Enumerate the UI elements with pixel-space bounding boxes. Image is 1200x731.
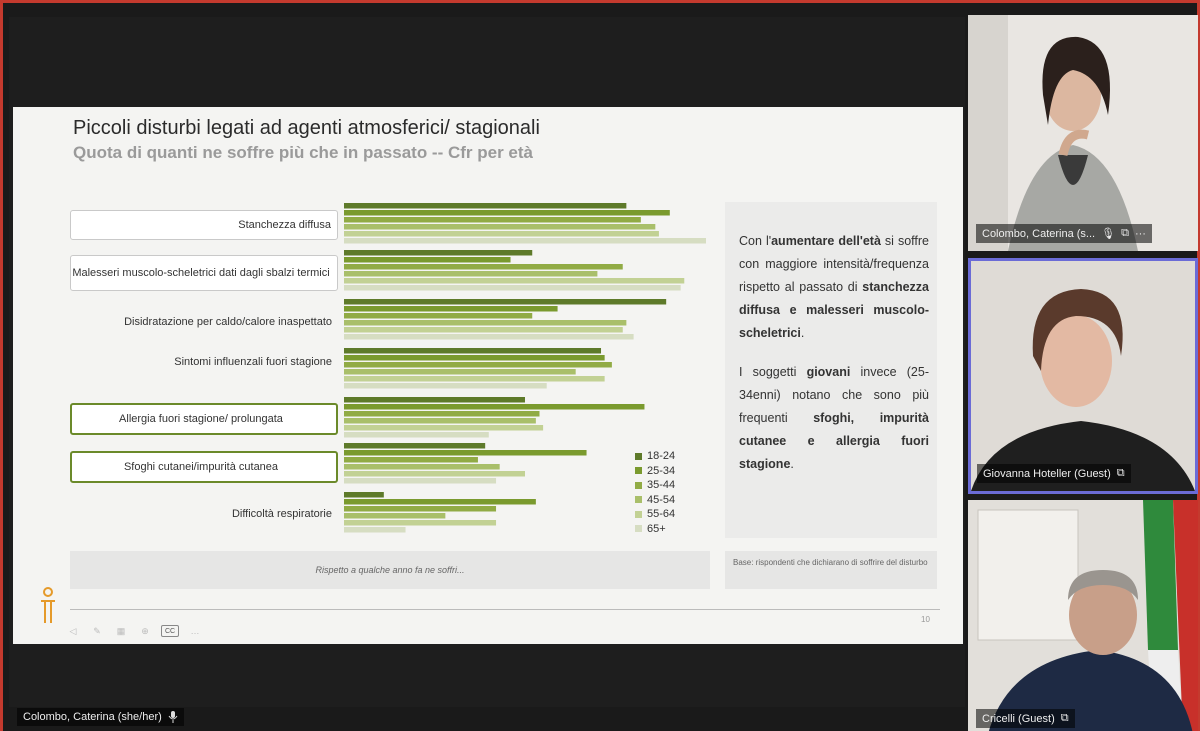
mic-icon bbox=[168, 711, 178, 723]
bar-0-18-24 bbox=[344, 203, 626, 209]
bar-4-55-64 bbox=[344, 425, 543, 431]
screen-share-icon: ⧉ bbox=[1060, 712, 1069, 724]
commentary-box bbox=[725, 202, 937, 538]
bar-1-65+ bbox=[344, 285, 681, 291]
category-text: Sfoghi cutanei/impurità cutanea bbox=[123, 461, 279, 473]
category-text: Sintomi influenzali fuori stagione bbox=[174, 356, 332, 368]
bar-2-35-44 bbox=[344, 313, 532, 319]
screen-share-icon: ⧉ bbox=[1116, 467, 1125, 479]
legend-swatch bbox=[635, 467, 642, 474]
legend-label: 18-24 bbox=[647, 450, 676, 463]
bar-4-18-24 bbox=[344, 397, 525, 403]
tile3-name-tag bbox=[976, 709, 1075, 728]
bar-6-18-24 bbox=[344, 492, 384, 498]
legend-label: 25-34 bbox=[647, 464, 676, 477]
participant-video-2 bbox=[971, 261, 1195, 491]
bar-5-25-34 bbox=[344, 450, 587, 456]
bar-0-65+ bbox=[344, 238, 706, 244]
bar-3-25-34 bbox=[344, 355, 605, 361]
category-text: Allergia fuori stagione/ prolungata bbox=[119, 413, 283, 425]
bar-6-65+ bbox=[344, 527, 406, 533]
bar-0-45-54 bbox=[344, 224, 655, 230]
legend-swatch bbox=[635, 496, 642, 503]
bar-2-18-24 bbox=[344, 299, 666, 305]
bar-1-25-34 bbox=[344, 257, 511, 263]
bar-5-65+ bbox=[344, 478, 496, 484]
legend-label: 35-44 bbox=[647, 479, 676, 492]
bar-chart bbox=[13, 107, 713, 547]
bar-5-35-44 bbox=[344, 457, 478, 463]
category-text: Malesseri muscolo-scheletrici dati dagli sbalzi termici bbox=[72, 267, 330, 279]
footer-divider bbox=[70, 609, 940, 610]
bar-0-55-64 bbox=[344, 231, 659, 237]
bar-4-35-44 bbox=[344, 411, 539, 417]
slide-title: Piccoli disturbi legati ad agenti atmosferici/ stagionali bbox=[73, 117, 540, 139]
tile3-name: Cricelli (Guest) bbox=[982, 712, 1055, 725]
screen-share-icon: ⧉ bbox=[1121, 227, 1129, 239]
bar-3-35-44 bbox=[344, 362, 612, 368]
bar-1-35-44 bbox=[344, 264, 623, 270]
slide-controls bbox=[65, 625, 203, 637]
bar-2-65+ bbox=[344, 334, 634, 340]
commentary-paragraph-2: I soggetti giovani invece (25-34enni) notano che sono più frequenti sfoghi, impurità cutanee e allergia fuori stagione. bbox=[739, 365, 929, 471]
brand-logo-icon bbox=[37, 587, 59, 629]
bar-2-55-64 bbox=[344, 327, 623, 333]
grid-icon[interactable]: ▦ bbox=[116, 625, 126, 636]
presenter-name-tag bbox=[17, 708, 184, 726]
legend-item bbox=[635, 478, 675, 493]
mic-icon: 🎙 bbox=[1101, 228, 1116, 240]
legend-swatch bbox=[635, 511, 642, 518]
base-note: Base: rispondenti che dichiarano di soffrire del disturbo bbox=[725, 551, 937, 589]
question-text: Rispetto a qualche anno fa ne soffri... bbox=[315, 565, 465, 575]
slide-subtitle: Quota di quanti ne soffre più che in passato -- Cfr per età bbox=[73, 143, 533, 162]
bar-3-45-54 bbox=[344, 369, 576, 375]
captions-button[interactable]: CC bbox=[161, 625, 179, 637]
bar-2-25-34 bbox=[344, 306, 558, 312]
page-number: 10 bbox=[921, 615, 930, 624]
legend-item bbox=[635, 493, 675, 508]
legend-item bbox=[635, 522, 675, 537]
bar-6-45-54 bbox=[344, 513, 445, 519]
participant-video-3 bbox=[968, 500, 1198, 731]
tile1-name-tag bbox=[976, 224, 1152, 243]
bar-4-45-54 bbox=[344, 418, 536, 424]
legend-label: 65+ bbox=[647, 522, 666, 535]
bar-3-55-64 bbox=[344, 376, 605, 382]
bar-5-55-64 bbox=[344, 471, 525, 477]
legend-swatch bbox=[635, 453, 642, 460]
legend-item bbox=[635, 507, 675, 522]
bar-1-18-24 bbox=[344, 250, 532, 256]
question-note bbox=[70, 551, 710, 589]
bar-2-45-54 bbox=[344, 320, 626, 326]
video-tile-1[interactable] bbox=[968, 15, 1198, 251]
tile2-name: Giovanna Hoteller (Guest) bbox=[983, 467, 1111, 480]
bar-6-55-64 bbox=[344, 520, 496, 526]
bar-1-45-54 bbox=[344, 271, 597, 277]
category-text: Disidratazione per caldo/calore inaspettato bbox=[124, 316, 332, 328]
bar-6-35-44 bbox=[344, 506, 496, 512]
commentary-paragraph-1: Con l'aumentare dell'età si soffre con maggiore intensità/frequenza rispetto al passato di stanchezza diffusa e malesseri muscolo-scheletrici. bbox=[739, 234, 930, 340]
prev-slide-icon[interactable]: ◁ bbox=[69, 625, 77, 636]
participant-video-1 bbox=[968, 15, 1198, 251]
tile2-name-tag bbox=[977, 464, 1131, 483]
zoom-icon[interactable]: ⊕ bbox=[141, 625, 149, 636]
category-text: Stanchezza diffusa bbox=[238, 219, 331, 231]
category-text: Difficoltà respiratorie bbox=[231, 508, 332, 520]
tile1-name: Colombo, Caterina (s... bbox=[982, 227, 1096, 240]
bar-0-25-34 bbox=[344, 210, 670, 216]
legend-swatch bbox=[635, 482, 642, 489]
more-icon[interactable]: ··· bbox=[1134, 227, 1146, 240]
legend-swatch bbox=[635, 525, 642, 532]
bar-5-18-24 bbox=[344, 443, 485, 449]
bar-3-18-24 bbox=[344, 348, 601, 354]
bar-4-25-34 bbox=[344, 404, 644, 410]
bar-3-65+ bbox=[344, 383, 547, 389]
bar-4-65+ bbox=[344, 432, 489, 438]
legend-item bbox=[635, 449, 675, 464]
bar-0-35-44 bbox=[344, 217, 641, 223]
legend-item bbox=[635, 464, 675, 479]
presentation-slide bbox=[13, 107, 963, 644]
pen-icon[interactable]: ✎ bbox=[93, 625, 101, 636]
video-tile-3[interactable] bbox=[968, 500, 1198, 731]
bar-6-25-34 bbox=[344, 499, 536, 505]
chart-legend bbox=[635, 449, 675, 536]
bar-1-55-64 bbox=[344, 278, 684, 284]
video-tile-2[interactable] bbox=[968, 258, 1198, 494]
legend-label: 55-64 bbox=[647, 508, 676, 521]
legend-label: 45-54 bbox=[647, 493, 676, 506]
presenter-name: Colombo, Caterina (she/her) bbox=[23, 711, 162, 723]
more-options-icon[interactable]: … bbox=[190, 626, 200, 636]
bar-5-45-54 bbox=[344, 464, 500, 470]
